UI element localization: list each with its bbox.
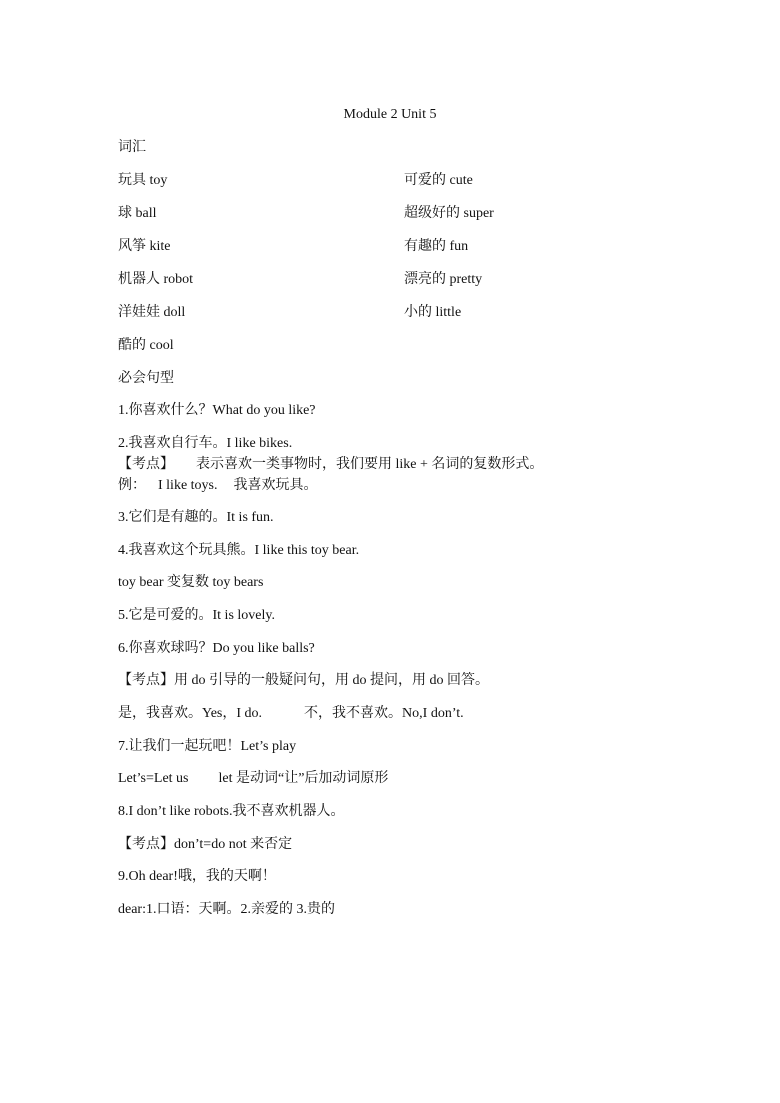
vocab-left-item: 风筝 kite <box>118 239 171 254</box>
sentence-4-note: toy bear 变复数 toy bears <box>118 575 264 590</box>
sentence-4: 4.我喜欢这个玩具熊。I like this toy bear. <box>118 543 360 558</box>
sentence-5: 5.它是可爱的。It is lovely. <box>118 608 275 623</box>
vocab-left-item: 球 ball <box>118 206 157 221</box>
vocab-right-item: 可爱的 cute <box>404 173 473 188</box>
sentence-7: 7.让我们一起玩吧！Let’s play <box>118 739 297 754</box>
sentences-heading: 必会句型 <box>118 371 174 386</box>
vocab-right-item: 有趣的 fun <box>404 239 469 254</box>
sentence-3: 3.它们是有趣的。It is fun. <box>118 510 274 525</box>
vocab-left-item: 玩具 toy <box>118 173 168 188</box>
sentence-8-point: 【考点】don’t=do not 来否定 <box>118 837 293 852</box>
sentence-6-point: 【考点】用 do 引导的一般疑问句，用 do 提问，用 do 回答。 <box>118 673 489 688</box>
vocab-left-item: 洋娃娃 doll <box>118 305 186 320</box>
example-en: I like toys. <box>158 478 218 493</box>
answer-no: 不，我不喜欢。No,I don’t. <box>304 706 464 721</box>
note-a: Let’s=Let us <box>118 771 189 786</box>
sentence-9-note: dear:1.口语：天啊。2.亲爱的 3.贵的 <box>118 902 335 917</box>
sentence-7-note <box>118 770 388 788</box>
point-text: 表示喜欢一类事物时，我们要用 like + 名词的复数形式。 <box>196 457 544 472</box>
sentence-2-example <box>118 477 318 495</box>
example-label: 例： <box>118 478 146 493</box>
vocab-left-item: 机器人 robot <box>118 272 194 287</box>
vocab-right-item: 漂亮的 pretty <box>404 272 483 287</box>
example-zh: 我喜欢玩具。 <box>233 478 318 493</box>
vocab-right-item: 小的 little <box>404 305 462 320</box>
note-b: let 是动词“让”后加动词原形 <box>218 771 389 786</box>
sentence-1: 1.你喜欢什么？What do you like? <box>118 403 316 418</box>
sentence-2-point <box>118 456 543 474</box>
answer-yes: 是，我喜欢。Yes，I do. <box>118 706 263 721</box>
vocab-right-item: 超级好的 super <box>404 206 494 221</box>
vocab-heading: 词汇 <box>118 140 146 155</box>
sentence-9: 9.Oh dear!哦，我的天啊！ <box>118 869 276 884</box>
sentence-2: 2.我喜欢自行车。I like bikes. <box>118 436 293 451</box>
sentence-6: 6.你喜欢球吗？Do you like balls? <box>118 641 315 656</box>
page-title: Module 2 Unit 5 <box>343 107 437 122</box>
point-label: 【考点】 <box>118 457 174 472</box>
sentence-6-answers <box>118 705 464 723</box>
sentence-8: 8.I don’t like robots.我不喜欢机器人。 <box>118 804 345 819</box>
vocab-left-item: 酷的 cool <box>118 338 174 353</box>
